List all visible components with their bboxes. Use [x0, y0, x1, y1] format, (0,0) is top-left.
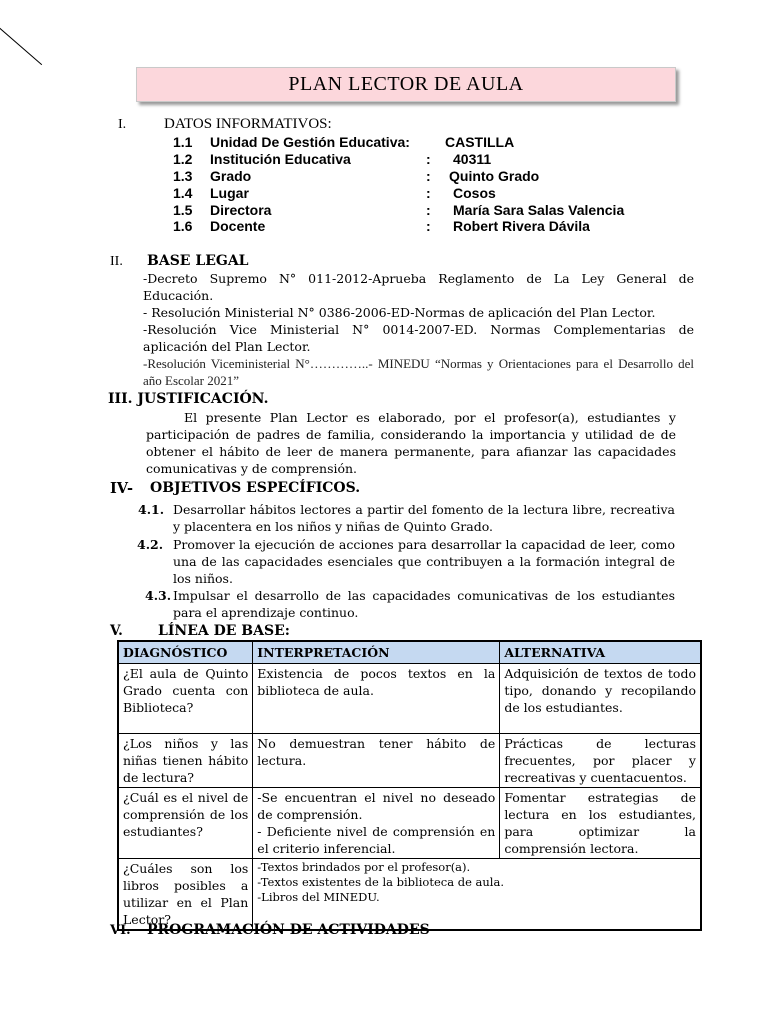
- info-number: 1.4: [173, 185, 193, 201]
- cell-merged-books: -Textos brindados por el profesor(a). -Textos existentes de la biblioteca de aula. -Libros del MINEDU.: [253, 859, 701, 931]
- legal-item-3: -Resolución Vice Ministerial N° 0014-2007-ED. Normas Complementarias de aplicación del Plan Lector.: [143, 322, 694, 354]
- info-separator: :: [426, 218, 431, 234]
- info-label: Institución Educativa: [210, 151, 351, 167]
- section4-numeral: IV-: [110, 480, 133, 497]
- info-label: Lugar: [210, 185, 249, 201]
- section1-heading: DATOS INFORMATIVOS:: [164, 116, 332, 132]
- info-number: 1.5: [173, 202, 193, 218]
- objective-2: [137, 536, 675, 587]
- info-value: 40311: [453, 151, 492, 167]
- info-separator: :: [426, 168, 431, 184]
- info-value: María Sara Salas Valencia: [453, 202, 625, 218]
- cell-alternativa: Fomentar estrategias de lectura en los estudiantes, para optimizar la comprensión lectora.: [500, 788, 701, 859]
- page-title: PLAN LECTOR DE AULA: [136, 67, 676, 102]
- cell-diagnostico: ¿Cuáles son los libros posibles a utilizar en el Plan Lector?: [118, 859, 253, 931]
- cell-alternativa: Adquisición de textos de todo tipo, donando y recopilando de los estudiantes.: [500, 664, 701, 734]
- section6-heading: PROGRAMACIÓN DE ACTIVIDADES: [147, 922, 430, 938]
- table-row: [118, 664, 701, 734]
- baseline-table: [117, 640, 702, 931]
- objective-1: 4.1. Desarrollar hábitos lectores a partir del fomento de la lectura libre, recreativa y placentera en los niños y niñas de Quinto Grado.: [138, 502, 675, 534]
- section5-numeral: V.: [110, 623, 123, 639]
- info-separator: :: [426, 202, 431, 218]
- info-value: CASTILLA: [445, 134, 515, 150]
- info-number: 1.1: [173, 134, 193, 150]
- info-label: Docente: [210, 218, 266, 234]
- column-header-diagnostico: DIAGNÓSTICO: [118, 641, 253, 664]
- objective-2-num: 4.2.: [137, 537, 164, 552]
- info-value: Quinto Grado: [449, 168, 540, 184]
- objective-3-text: Impulsar el desarrollo de las capacidades comunicativas de los estudiantes para el aprendizaje continuo.: [173, 588, 675, 620]
- info-number: 1.6: [173, 218, 193, 234]
- cell-interpretacion: Existencia de pocos textos en la biblioteca de aula.: [253, 664, 500, 734]
- legal-item-2: - Resolución Ministerial N° 0386-2006-ED-Normas de aplicación del Plan Lector.: [143, 305, 656, 320]
- legal-item-4: -Resolución Viceministerial N°…………..- MINEDU “Normas y Orientaciones para el Desarrollo del año Escolar 2021”: [143, 356, 694, 388]
- cell-diagnostico: ¿El aula de Quinto Grado cuenta con Biblioteca?: [118, 664, 253, 734]
- section2-numeral: II.: [110, 254, 123, 269]
- section1-numeral: I.: [118, 117, 127, 132]
- table-header-row: [118, 641, 701, 664]
- objective-3: [145, 587, 675, 621]
- section5-heading: LÍNEA DE BASE:: [158, 623, 290, 639]
- info-label: Directora: [210, 202, 272, 218]
- cell-interpretacion: No demuestran tener hábito de lectura.: [253, 734, 500, 788]
- info-number: 1.3: [173, 168, 193, 184]
- objective-1-text: Desarrollar hábitos lectores a partir del fomento de la lectura libre, recreativa y placentera en los niños y niñas de Quinto Grado.: [173, 502, 675, 534]
- info-value: Robert Rivera Dávila: [453, 218, 590, 234]
- cell-diagnostico: ¿Los niños y las niñas tienen hábito de lectura?: [118, 734, 253, 788]
- section3-heading: III. JUSTIFICACIÓN.: [108, 391, 269, 407]
- justification-text: El presente Plan Lector es elaborado, por el profesor(a), estudiantes y participación de padres de familia, considerando la importancia y utilidad de de obtener el hábito de leer de manera permanente, para afianzar las capacidades comunicativas y de comprensión.: [146, 410, 676, 476]
- cell-diagnostico: ¿Cuál es el nivel de comprensión de los estudiantes?: [118, 788, 253, 859]
- legal-item-1: -Decreto Supremo N° 011-2012-Aprueba Reglamento de La Ley General de Educación.: [143, 271, 694, 303]
- info-label: Grado: [210, 168, 252, 184]
- info-label: Unidad De Gestión Educativa:: [210, 134, 410, 150]
- cell-alternativa: Prácticas de lecturas frecuentes, por placer y recreativas y cuentacuentos.: [500, 734, 701, 788]
- section4-heading: OBJETIVOS ESPECÍFICOS.: [150, 480, 361, 496]
- info-separator: :: [426, 151, 431, 167]
- table-row: [118, 788, 701, 859]
- info-separator: :: [426, 185, 431, 201]
- table-row: [118, 734, 701, 788]
- section2-heading: BASE LEGAL: [147, 253, 249, 269]
- info-number: 1.2: [173, 151, 193, 167]
- table-row: [118, 859, 701, 931]
- cell-interpretacion: -Se encuentran el nivel no deseado de comprensión. - Deficiente nivel de comprensión en el criterio inferencial.: [253, 788, 500, 859]
- objective-2-text: Promover la ejecución de acciones para desarrollar la capacidad de leer, como una de las capacidades esenciales que contribuyen a la formación integral de los niños.: [173, 537, 675, 586]
- info-value: Cosos: [453, 185, 496, 201]
- column-header-interpretacion: INTERPRETACIÓN: [253, 641, 500, 664]
- corner-fold-line: [0, 21, 42, 65]
- section6-numeral: VI.: [110, 923, 131, 938]
- objective-1-num: 4.1: [138, 502, 160, 517]
- column-header-alternativa: ALTERNATIVA: [500, 641, 701, 664]
- objective-3-num: 4.3.: [145, 588, 172, 603]
